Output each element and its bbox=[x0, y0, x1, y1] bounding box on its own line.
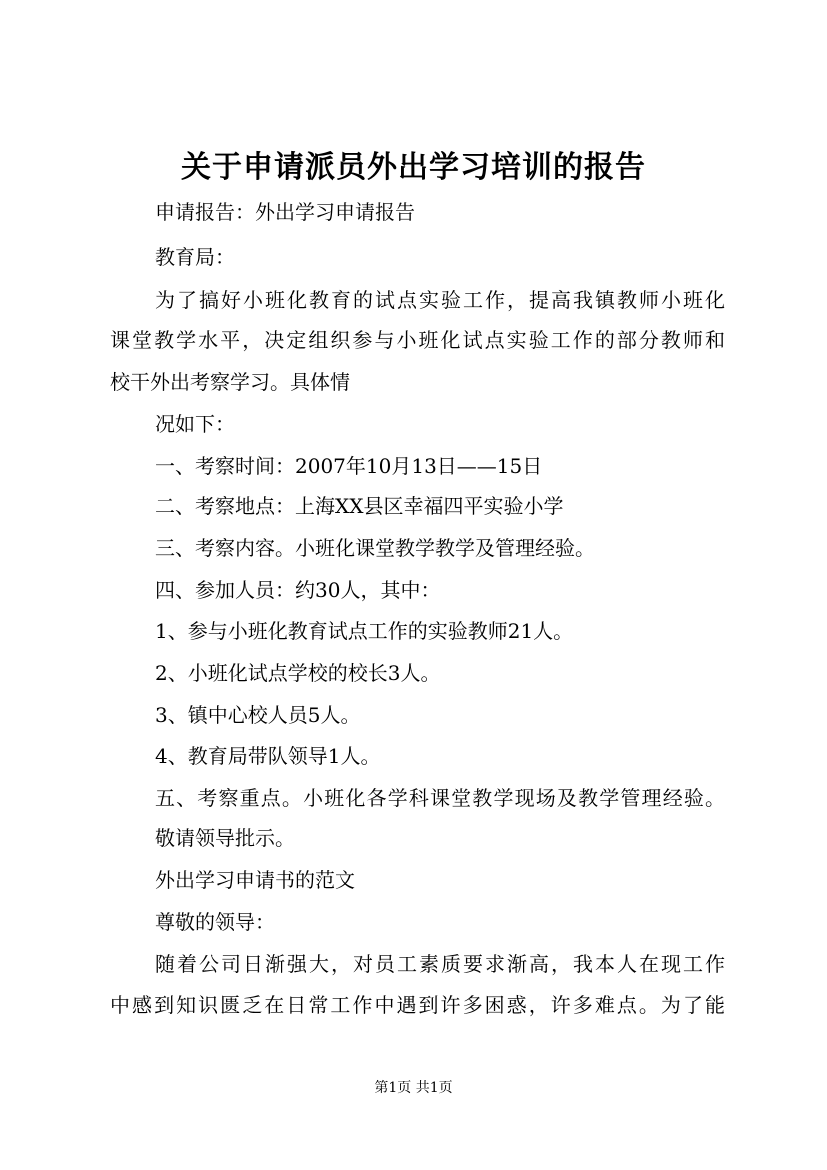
list-item: 三、考察内容。小班化课堂教学教学及管理经验。 bbox=[155, 536, 595, 560]
paragraph-line: 课堂教学水平，决定组织参与小班化试点实验工作的部分教师和 bbox=[110, 328, 725, 352]
paragraph-line: 随着公司日渐强大，对员工素质要求渐高，我本人在现工作 bbox=[155, 952, 725, 976]
list-item: 五、考察重点。小班化各学科课堂教学现场及教学管理经验。 bbox=[155, 786, 725, 810]
list-item: 四、参加人员：约30人，其中： bbox=[155, 578, 441, 602]
list-item: 1、参与小班化教育试点工作的实验教师21人。 bbox=[155, 619, 574, 643]
report-subject: 申请报告：外出学习申请报告 bbox=[155, 200, 415, 224]
list-item: 一、考察时间：2007年10月13日——15日 bbox=[155, 454, 543, 478]
list-item: 4、教育局带队领导1人。 bbox=[155, 744, 381, 768]
recipient: 教育局： bbox=[155, 245, 235, 269]
page-number: 第1页 共1页 bbox=[374, 1080, 453, 1096]
salutation: 尊敬的领导： bbox=[155, 910, 275, 934]
section-heading: 外出学习申请书的范文 bbox=[155, 868, 355, 892]
paragraph-line: 校干外出考察学习。具体情 bbox=[110, 370, 350, 394]
paragraph-line: 中感到知识匮乏在日常工作中遇到许多困惑，许多难点。为了能 bbox=[110, 993, 725, 1017]
document-title: 关于申请派员外出学习培训的报告 bbox=[181, 150, 646, 185]
list-item: 3、镇中心校人员5人。 bbox=[155, 703, 361, 727]
paragraph-line: 为了搞好小班化教育的试点实验工作，提高我镇教师小班化 bbox=[155, 288, 725, 312]
closing-line: 敬请领导批示。 bbox=[155, 826, 295, 850]
paragraph-line: 况如下： bbox=[155, 412, 235, 436]
list-item: 2、小班化试点学校的校长3人。 bbox=[155, 661, 441, 685]
list-item: 二、考察地点：上海XX县区幸福四平实验小学 bbox=[155, 494, 564, 518]
